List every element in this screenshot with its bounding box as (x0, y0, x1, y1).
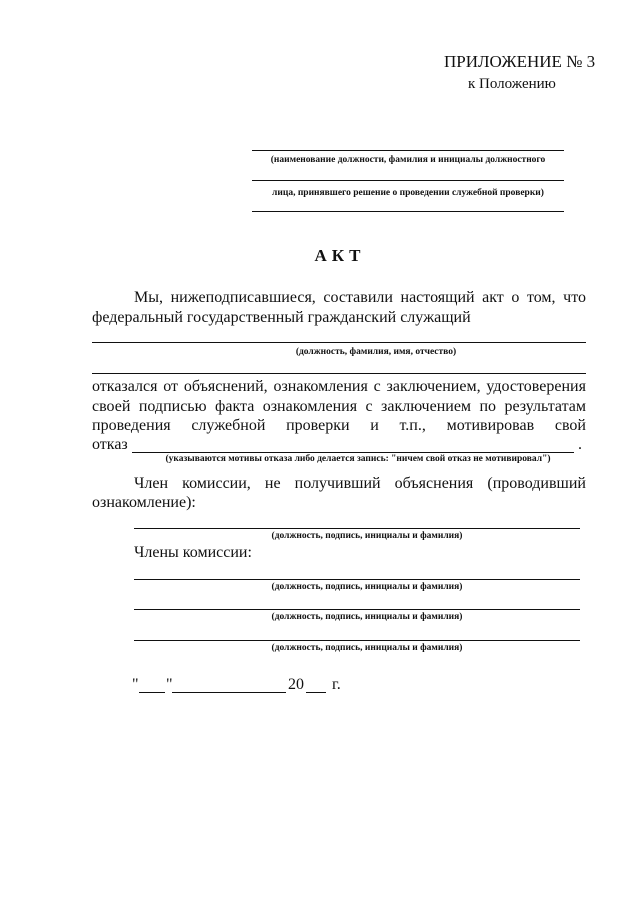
member-signature-line[interactable] (134, 528, 580, 529)
official-name-line-2[interactable] (252, 180, 564, 181)
official-name-line-1[interactable] (252, 150, 564, 151)
word: заключением (381, 398, 472, 415)
word: свой (554, 417, 586, 434)
refusal-motive-line[interactable] (132, 452, 574, 453)
refusal-line-4-start: отказ (92, 436, 128, 453)
word: не (264, 475, 281, 492)
annex-subtitle: к Положению (468, 76, 556, 92)
date-quote-open: " (132, 676, 139, 693)
word: о (511, 289, 520, 306)
word: результатам (504, 398, 586, 415)
word: подписью (138, 398, 207, 415)
word: (проводивший (487, 475, 586, 492)
word: объяснения (394, 475, 474, 492)
word: комиссии, (182, 475, 251, 492)
servant-line[interactable] (92, 342, 586, 343)
member-line-1 (134, 475, 586, 493)
members-caption-1: (должность, подпись, инициалы и фамилия) (271, 582, 463, 592)
word: настоящий (400, 289, 475, 306)
word: служебной (191, 417, 266, 434)
official-caption-1: (наименование должности, фамилия и инициалы должностного (270, 155, 546, 165)
intro-line-1 (134, 289, 586, 307)
word: составили (323, 289, 393, 306)
word: с (365, 398, 373, 415)
servant-caption: (должность, фамилия, имя, отчество) (295, 347, 457, 357)
official-name-line-3[interactable] (252, 211, 564, 212)
official-caption-2: лица, принявшего решение о проведении служебной проверки) (272, 188, 544, 198)
word: удостоверения (486, 378, 586, 395)
word: акт (482, 289, 504, 306)
members-signature-line-1[interactable] (134, 579, 580, 580)
members-caption-2: (должность, подпись, инициалы и фамилия) (271, 612, 463, 622)
word: объяснений, (183, 378, 268, 395)
word: ознакомления (262, 398, 358, 415)
word: т.п., (399, 417, 426, 434)
word: том, (526, 289, 556, 306)
date-year-line[interactable] (306, 692, 326, 693)
word: с (373, 378, 381, 395)
members-caption-3: (должность, подпись, инициалы и фамилия) (271, 643, 463, 653)
word: отказался (92, 378, 158, 395)
date-month-line[interactable] (172, 692, 286, 693)
refusal-line-1 (92, 378, 586, 396)
intro-line-2: федеральный государственный гражданский служащий (92, 309, 471, 326)
word: от (163, 378, 179, 395)
word: факта (214, 398, 255, 415)
word: заключением, (386, 378, 481, 395)
word: проведения (92, 417, 171, 434)
refusal-caption: (указываются мотивы отказа либо делается запись: "ничем свой отказ не мотивировал") (165, 454, 551, 464)
date-year-suffix: г. (332, 676, 341, 693)
word: по (479, 398, 497, 415)
act-title: АКТ (314, 246, 366, 265)
refusal-line-4-end: . (578, 436, 582, 453)
member-caption: (должность, подпись, инициалы и фамилия) (271, 531, 463, 541)
word: своей (92, 398, 131, 415)
member-line-2: ознакомление): (92, 494, 196, 511)
word: нижеподписавшиеся, (170, 289, 316, 306)
refusal-line-3 (92, 417, 586, 435)
word: и (370, 417, 379, 434)
word: Член (134, 475, 169, 492)
members-signature-line-2[interactable] (134, 609, 580, 610)
annex-title: ПРИЛОЖЕНИЕ № 3 (444, 52, 596, 71)
refusal-line-2 (92, 398, 586, 416)
word: проверки (286, 417, 350, 434)
word: что (563, 289, 586, 306)
word: получивший (294, 475, 381, 492)
servant-line-2[interactable] (92, 373, 586, 374)
word: ознакомления (273, 378, 368, 395)
members-heading: Члены комиссии: (134, 544, 252, 561)
date-quote-close: " (166, 676, 173, 693)
date-year-prefix: 20 (288, 676, 304, 693)
word: мотивировав (446, 417, 535, 434)
members-signature-line-3[interactable] (134, 640, 580, 641)
date-day-line[interactable] (139, 692, 165, 693)
word: Мы, (134, 289, 163, 306)
